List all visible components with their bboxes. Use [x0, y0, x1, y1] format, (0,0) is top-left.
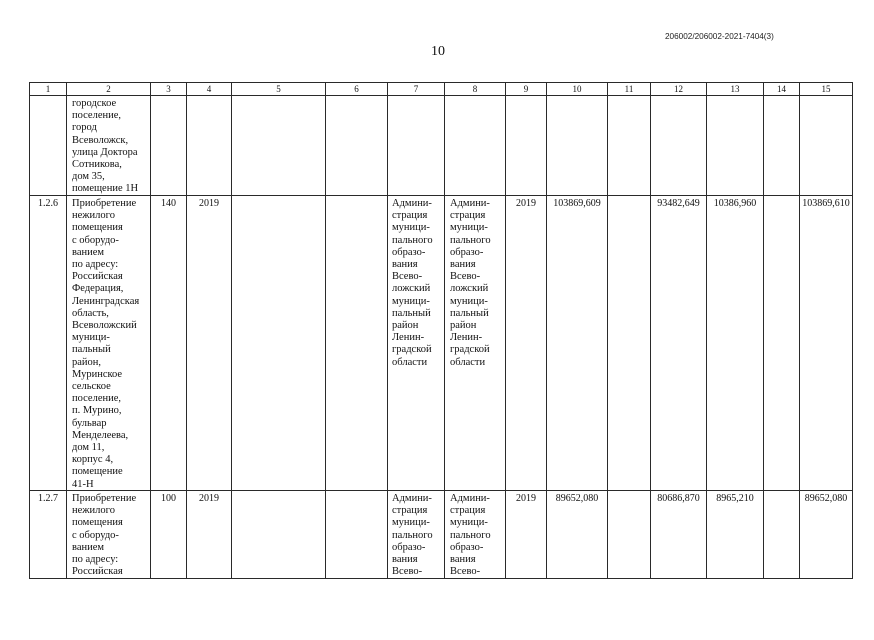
year-cell-col-9 — [506, 96, 547, 196]
column-header-4: 4 — [187, 83, 232, 96]
year-cell-col-4: 2019 — [187, 491, 232, 579]
cell-col-11 — [608, 491, 651, 579]
cell-col-14 — [764, 96, 800, 196]
cell-col-6 — [326, 196, 388, 491]
column-header-6: 6 — [326, 83, 388, 96]
column-header-8: 8 — [445, 83, 506, 96]
cell-col-5 — [232, 196, 326, 491]
amount-cell-col-15: 89652,080 — [800, 491, 853, 579]
cell-col-6 — [326, 96, 388, 196]
cell-col-14 — [764, 196, 800, 491]
column-header-11: 11 — [608, 83, 651, 96]
object-description-cell: Приобретение нежилого помещения с оборудо- ванием по адресу: Российская Федерация, Ленинградская область, Всеволожский муници- пальный район, Муринское сельское поселение, п. Мурино, бульвар Менделеева, дом 11, корпус 4, помещение 41-Н — [67, 196, 151, 491]
amount-cell-col-12 — [651, 96, 707, 196]
cell-col-11 — [608, 196, 651, 491]
column-header-5: 5 — [232, 83, 326, 96]
year-cell-col-4: 2019 — [187, 196, 232, 491]
cell-col-11 — [608, 96, 651, 196]
year-cell-col-9: 2019 — [506, 491, 547, 579]
organization-cell-col-8: Админи- страция муници- пального образо- вания Всево- ложский муници- пальный район Ленин- градской области — [445, 196, 506, 491]
item-number-cell — [30, 96, 67, 196]
column-header-3: 3 — [151, 83, 187, 96]
organization-cell-col-7 — [388, 96, 445, 196]
cell-col-3 — [151, 96, 187, 196]
amount-cell-col-15 — [800, 96, 853, 196]
organization-cell-col-7: Админи- страция муници- пального образо- вания Всево- — [388, 491, 445, 579]
amount-cell-col-12: 80686,870 — [651, 491, 707, 579]
object-description-cell: городское поселение, город Всеволожск, улица Доктора Сотникова, дом 35, помещение 1Н — [67, 96, 151, 196]
column-header-9: 9 — [506, 83, 547, 96]
document-registration-number: 206002/206002-2021-7404(3) — [665, 32, 774, 41]
organization-cell-col-8 — [445, 96, 506, 196]
amount-cell-col-10: 103869,609 — [547, 196, 608, 491]
organization-cell-col-7: Админи- страция муници- пального образо- вания Всево- ложский муници- пальный район Ленин- градской области — [388, 196, 445, 491]
column-header-10: 10 — [547, 83, 608, 96]
item-number-cell: 1.2.6 — [30, 196, 67, 491]
column-header-1: 1 — [30, 83, 67, 96]
amount-cell-col-15: 103869,610 — [800, 196, 853, 491]
amount-cell-col-13: 8965,210 — [707, 491, 764, 579]
cell-col-5 — [232, 491, 326, 579]
amount-cell-col-13: 10386,960 — [707, 196, 764, 491]
page-number: 10 — [431, 44, 445, 59]
column-header-7: 7 — [388, 83, 445, 96]
amount-cell-col-13 — [707, 96, 764, 196]
cell-col-3: 100 — [151, 491, 187, 579]
amount-cell-col-10: 89652,080 — [547, 491, 608, 579]
item-number-cell: 1.2.7 — [30, 491, 67, 579]
amount-cell-col-10 — [547, 96, 608, 196]
year-cell-col-9: 2019 — [506, 196, 547, 491]
object-description-cell: Приобретение нежилого помещения с оборудо- ванием по адресу: Российская — [67, 491, 151, 579]
column-header-12: 12 — [651, 83, 707, 96]
data-table — [29, 82, 853, 579]
column-header-15: 15 — [800, 83, 853, 96]
amount-cell-col-12: 93482,649 — [651, 196, 707, 491]
column-header-13: 13 — [707, 83, 764, 96]
organization-cell-col-8: Админи- страция муници- пального образо- вания Всево- — [445, 491, 506, 579]
column-header-14: 14 — [764, 83, 800, 96]
cell-col-3: 140 — [151, 196, 187, 491]
cell-col-5 — [232, 96, 326, 196]
cell-col-6 — [326, 491, 388, 579]
year-cell-col-4 — [187, 96, 232, 196]
column-header-2: 2 — [67, 83, 151, 96]
cell-col-14 — [764, 491, 800, 579]
